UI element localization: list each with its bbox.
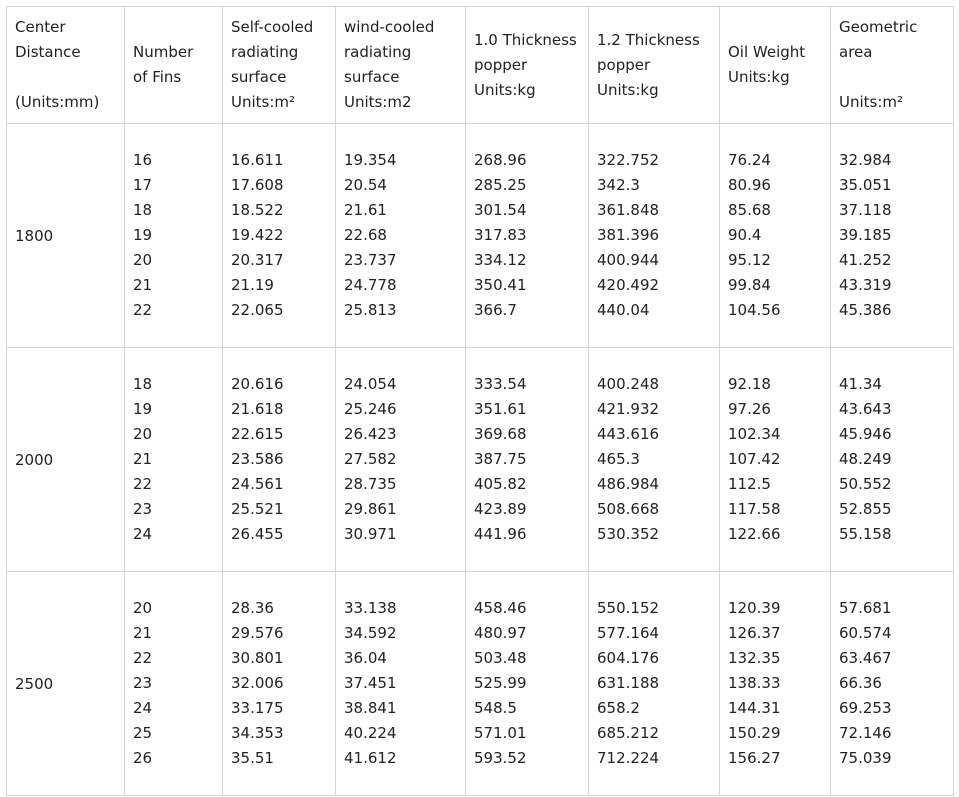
self-cooled-cell — [223, 572, 336, 796]
cell-value: 400.248 — [597, 375, 660, 393]
cell-value: 22.68 — [344, 226, 387, 244]
cell-value: 20 — [133, 251, 153, 269]
table-row — [7, 572, 954, 796]
cell-value: 23 — [133, 500, 153, 518]
cell-value: 443.616 — [597, 425, 660, 443]
cell-value: 32.006 — [231, 674, 284, 692]
cell-value: 80.96 — [728, 176, 771, 194]
cell-value: 32.984 — [839, 151, 892, 169]
center-distance-cell: 2000 — [7, 348, 125, 572]
cell-value: 69.253 — [839, 699, 892, 717]
cell-value: 503.48 — [474, 649, 527, 667]
cell-value: 35.51 — [231, 749, 274, 767]
cell-value: 90.4 — [728, 226, 762, 244]
oil-weight-cell — [720, 348, 831, 572]
geometric-area-cell — [831, 124, 954, 348]
cell-value: 530.352 — [597, 525, 660, 543]
header-line: Self-cooled — [231, 18, 314, 36]
cell-value: 593.52 — [474, 749, 527, 767]
cell-value: 322.752 — [597, 151, 660, 169]
cell-value: 571.01 — [474, 724, 527, 742]
cell-value: 20 — [133, 599, 153, 617]
header-wind-cooled-surface — [336, 7, 466, 124]
cell-value: 23 — [133, 674, 153, 692]
header-line: Units:kg — [474, 80, 536, 99]
header-line: Units:m² — [231, 93, 296, 111]
header-line: Distance — [15, 43, 81, 61]
cell-value: 26.423 — [344, 425, 397, 443]
cell-value: 465.3 — [597, 450, 640, 468]
cell-value: 41.252 — [839, 251, 892, 269]
table-row — [7, 124, 954, 348]
cell-value: 26.455 — [231, 525, 284, 543]
cell-value: 24.778 — [344, 276, 397, 294]
cell-value: 458.46 — [474, 599, 527, 617]
cell-value: 317.83 — [474, 226, 527, 244]
cell-value: 21 — [133, 624, 153, 642]
cell-value: 28.735 — [344, 475, 397, 493]
cell-value: 550.152 — [597, 599, 660, 617]
cell-value: 22 — [133, 301, 153, 319]
header-line: of Fins — [133, 68, 182, 86]
cell-value: 24.054 — [344, 375, 397, 393]
header-line: Units:m² — [839, 93, 904, 111]
cell-value: 333.54 — [474, 375, 527, 393]
cell-value: 122.66 — [728, 525, 781, 543]
cell-value: 126.37 — [728, 624, 781, 642]
thickness-1-2-cell — [589, 348, 720, 572]
header-line: (Units:mm) — [15, 93, 100, 111]
cell-value: 37.118 — [839, 201, 892, 219]
cell-value: 117.58 — [728, 500, 781, 518]
cell-value: 25 — [133, 724, 153, 742]
cell-value: 685.212 — [597, 724, 660, 742]
cell-value: 400.944 — [597, 251, 660, 269]
cell-value: 107.42 — [728, 450, 781, 468]
cell-value: 334.12 — [474, 251, 527, 269]
cell-value: 76.24 — [728, 151, 771, 169]
cell-value: 17.608 — [231, 176, 284, 194]
cell-value: 34.353 — [231, 724, 284, 742]
cell-value: 40.224 — [344, 724, 397, 742]
cell-value: 20.616 — [231, 375, 284, 393]
cell-value: 21 — [133, 450, 153, 468]
thickness-1-2-cell — [589, 572, 720, 796]
cell-value: 156.27 — [728, 749, 781, 767]
cell-value: 29.576 — [231, 624, 284, 642]
cell-value: 41.612 — [344, 749, 397, 767]
cell-value: 102.34 — [728, 425, 781, 443]
cell-value: 25.246 — [344, 400, 397, 418]
cell-value: 20 — [133, 425, 153, 443]
cell-value: 43.319 — [839, 276, 892, 294]
fins-cell — [125, 572, 223, 796]
cell-value: 38.841 — [344, 699, 397, 717]
header-line: radiating — [344, 43, 412, 61]
header-line: wind-cooled — [344, 18, 435, 36]
thickness-1-2-cell — [589, 124, 720, 348]
cell-value: 63.467 — [839, 649, 892, 667]
cell-value: 52.855 — [839, 500, 892, 518]
header-line: radiating — [231, 43, 299, 61]
cell-value: 50.552 — [839, 475, 892, 493]
cell-value: 138.33 — [728, 674, 781, 692]
cell-value: 361.848 — [597, 201, 660, 219]
header-thickness-1-0 — [466, 7, 589, 124]
cell-value: 342.3 — [597, 176, 640, 194]
header-line: surface — [231, 68, 287, 86]
cell-value: 21.61 — [344, 201, 387, 219]
cell-value: 441.96 — [474, 525, 527, 543]
header-line: Number — [133, 43, 194, 61]
header-line: 1.0 Thickness — [474, 30, 577, 49]
header-thickness-1-2 — [589, 7, 720, 124]
header-oil-weight — [720, 7, 831, 124]
header-line — [839, 65, 953, 90]
cell-value: 712.224 — [597, 749, 660, 767]
cell-value: 351.61 — [474, 400, 527, 418]
self-cooled-cell — [223, 124, 336, 348]
cell-value: 34.592 — [344, 624, 397, 642]
cell-value: 35.051 — [839, 176, 892, 194]
cell-value: 132.35 — [728, 649, 781, 667]
cell-value: 23.586 — [231, 450, 284, 468]
cell-value: 25.521 — [231, 500, 284, 518]
fins-cell — [125, 348, 223, 572]
cell-value: 144.31 — [728, 699, 781, 717]
cell-value: 604.176 — [597, 649, 660, 667]
fins-cell — [125, 124, 223, 348]
cell-value: 525.99 — [474, 674, 527, 692]
cell-value: 508.668 — [597, 500, 660, 518]
cell-value: 45.946 — [839, 425, 892, 443]
geometric-area-cell — [831, 348, 954, 572]
cell-value: 55.158 — [839, 525, 892, 543]
cell-value: 20.54 — [344, 176, 387, 194]
wind-cooled-cell — [336, 124, 466, 348]
cell-value: 285.25 — [474, 176, 527, 194]
header-line: popper — [474, 55, 528, 74]
cell-value: 39.185 — [839, 226, 892, 244]
center-distance-cell: 2500 — [7, 572, 125, 796]
cell-value: 120.39 — [728, 599, 781, 617]
thickness-1-0-cell — [466, 572, 589, 796]
cell-value: 20.317 — [231, 251, 284, 269]
header-line — [15, 65, 124, 90]
header-line: area — [839, 43, 873, 61]
wind-cooled-cell — [336, 348, 466, 572]
cell-value: 16.611 — [231, 151, 284, 169]
header-number-of-fins — [125, 7, 223, 124]
cell-value: 30.971 — [344, 525, 397, 543]
cell-value: 440.04 — [597, 301, 650, 319]
cell-value: 60.574 — [839, 624, 892, 642]
center-distance-cell: 1800 — [7, 124, 125, 348]
cell-value: 548.5 — [474, 699, 517, 717]
cell-value: 75.039 — [839, 749, 892, 767]
cell-value: 18 — [133, 201, 153, 219]
cell-value: 150.29 — [728, 724, 781, 742]
header-line: popper — [597, 55, 651, 74]
header-line: Center — [15, 18, 66, 36]
oil-weight-cell — [720, 572, 831, 796]
cell-value: 45.386 — [839, 301, 892, 319]
cell-value: 36.04 — [344, 649, 387, 667]
cell-value: 480.97 — [474, 624, 527, 642]
cell-value: 22 — [133, 649, 153, 667]
cell-value: 37.451 — [344, 674, 397, 692]
cell-value: 22.065 — [231, 301, 284, 319]
header-row — [7, 7, 954, 124]
header-center-distance — [7, 7, 125, 124]
cell-value: 350.41 — [474, 276, 527, 294]
cell-value: 33.175 — [231, 699, 284, 717]
cell-value: 268.96 — [474, 151, 527, 169]
cell-value: 26 — [133, 749, 153, 767]
cell-value: 25.813 — [344, 301, 397, 319]
cell-value: 369.68 — [474, 425, 527, 443]
header-line: 1.2 Thickness — [597, 30, 700, 49]
header-line: Geometric — [839, 18, 918, 36]
cell-value: 387.75 — [474, 450, 527, 468]
cell-value: 18 — [133, 375, 153, 393]
cell-value: 658.2 — [597, 699, 640, 717]
cell-value: 41.34 — [839, 375, 882, 393]
table-row — [7, 348, 954, 572]
cell-value: 21 — [133, 276, 153, 294]
cell-value: 92.18 — [728, 375, 771, 393]
cell-value: 423.89 — [474, 500, 527, 518]
oil-weight-cell — [720, 124, 831, 348]
header-self-cooled-surface — [223, 7, 336, 124]
geometric-area-cell — [831, 572, 954, 796]
cell-value: 23.737 — [344, 251, 397, 269]
cell-value: 366.7 — [474, 301, 517, 319]
radiator-spec-table — [6, 6, 954, 796]
cell-value: 72.146 — [839, 724, 892, 742]
cell-value: 24 — [133, 525, 153, 543]
cell-value: 43.643 — [839, 400, 892, 418]
cell-value: 405.82 — [474, 475, 527, 493]
cell-value: 66.36 — [839, 674, 882, 692]
cell-value: 97.26 — [728, 400, 771, 418]
header-geometric-area — [831, 7, 954, 124]
cell-value: 22.615 — [231, 425, 284, 443]
wind-cooled-cell — [336, 572, 466, 796]
cell-value: 18.522 — [231, 201, 284, 219]
header-line: Units:kg — [728, 68, 790, 86]
cell-value: 24.561 — [231, 475, 284, 493]
cell-value: 48.249 — [839, 450, 892, 468]
cell-value: 57.681 — [839, 599, 892, 617]
cell-value: 28.36 — [231, 599, 274, 617]
cell-value: 21.19 — [231, 276, 274, 294]
cell-value: 16 — [133, 151, 153, 169]
cell-value: 421.932 — [597, 400, 660, 418]
cell-value: 33.138 — [344, 599, 397, 617]
cell-value: 19.354 — [344, 151, 397, 169]
cell-value: 22 — [133, 475, 153, 493]
cell-value: 577.164 — [597, 624, 660, 642]
cell-value: 19 — [133, 226, 153, 244]
cell-value: 21.618 — [231, 400, 284, 418]
self-cooled-cell — [223, 348, 336, 572]
cell-value: 104.56 — [728, 301, 781, 319]
thickness-1-0-cell — [466, 348, 589, 572]
cell-value: 420.492 — [597, 276, 660, 294]
cell-value: 24 — [133, 699, 153, 717]
header-line: Oil Weight — [728, 43, 806, 61]
cell-value: 381.396 — [597, 226, 660, 244]
table-body — [7, 124, 954, 796]
cell-value: 19 — [133, 400, 153, 418]
cell-value: 29.861 — [344, 500, 397, 518]
header-line: surface — [344, 68, 400, 86]
cell-value: 95.12 — [728, 251, 771, 269]
cell-value: 30.801 — [231, 649, 284, 667]
thickness-1-0-cell — [466, 124, 589, 348]
cell-value: 19.422 — [231, 226, 284, 244]
header-line: Units:m2 — [344, 93, 412, 111]
cell-value: 99.84 — [728, 276, 771, 294]
cell-value: 17 — [133, 176, 153, 194]
cell-value: 301.54 — [474, 201, 527, 219]
header-line: Units:kg — [597, 80, 659, 99]
cell-value: 631.188 — [597, 674, 660, 692]
cell-value: 27.582 — [344, 450, 397, 468]
cell-value: 486.984 — [597, 475, 660, 493]
cell-value: 85.68 — [728, 201, 771, 219]
cell-value: 112.5 — [728, 475, 771, 493]
